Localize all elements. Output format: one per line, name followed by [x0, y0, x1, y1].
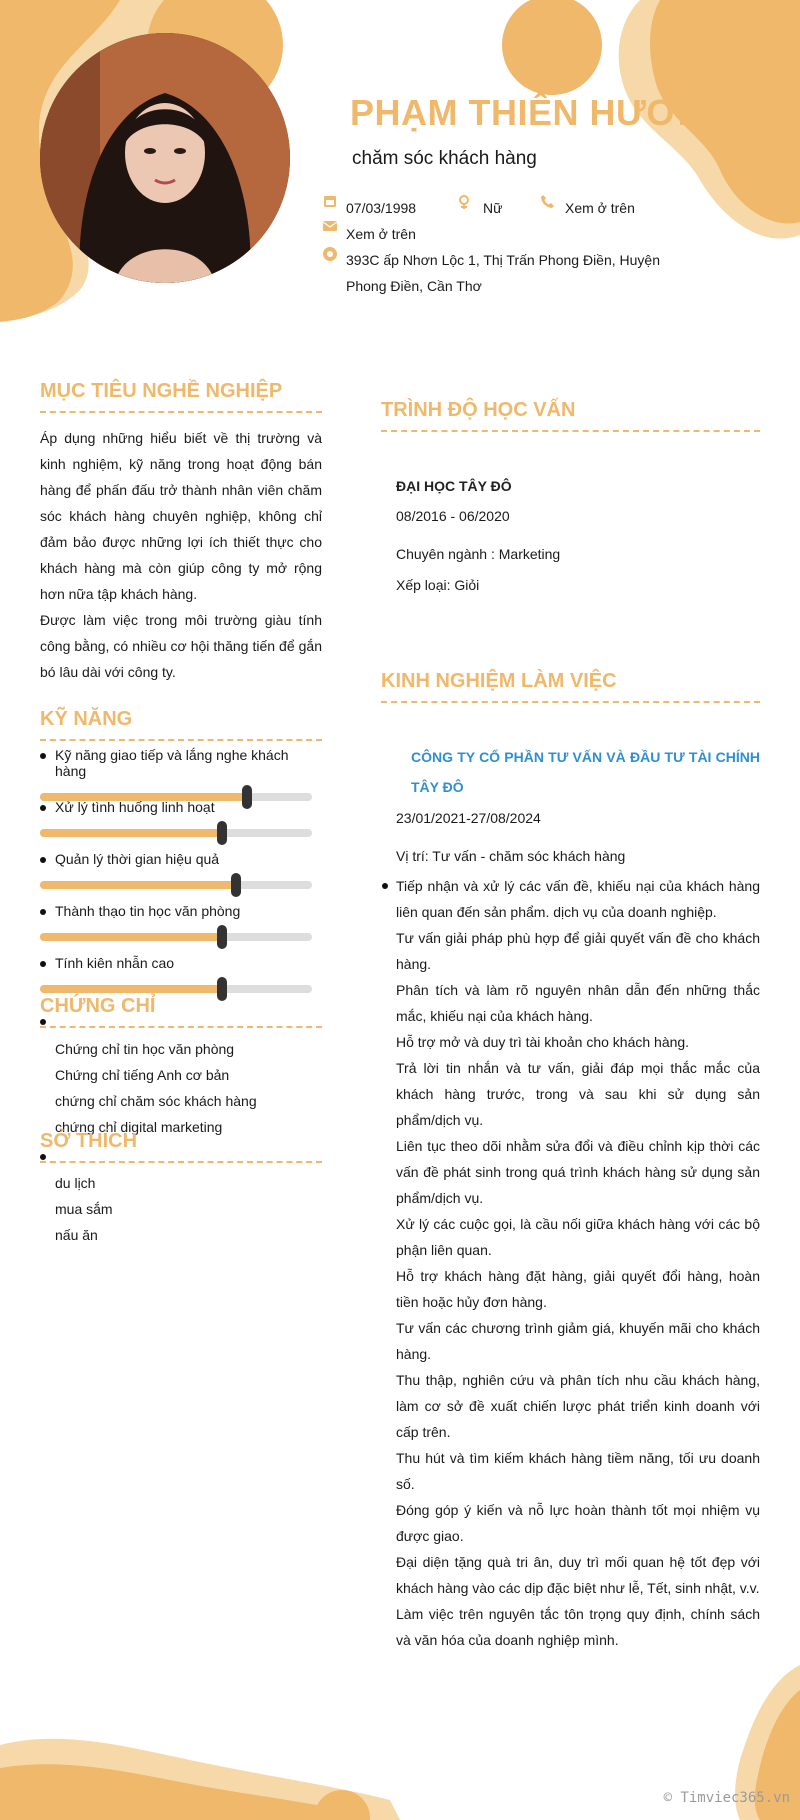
job-title: chăm sóc khách hàng [352, 148, 537, 169]
duty-item: Làm việc trên nguyên tắc tôn trọng quy định, chính sách và văn hóa của doanh nghiệp mình. [396, 1606, 760, 1648]
watermark: © Timviec365.vn [663, 1790, 790, 1806]
skill-bar-knob [231, 873, 241, 897]
skill-item [40, 799, 322, 837]
duty-item: Hỗ trợ khách hàng đặt hàng, giải quyết đổi hàng, hoàn tiền hoặc hủy đơn hàng. [396, 1268, 760, 1310]
skill-bar [40, 829, 312, 837]
education-grade: Xếp loại: Giỏi [396, 577, 480, 593]
work-position: Vị trí: Tư vấn - chăm sóc khách hàng [396, 848, 626, 864]
work-period: 23/01/2021-27/08/2024 [396, 810, 541, 826]
school-name: ĐẠI HỌC TÂY ĐÔ [396, 478, 512, 494]
duty-item: Tiếp nhận và xử lý các vấn đề, khiếu nại của khách hàng liên quan đến sản phẩm. dịch vụ của doanh nghiệp. [396, 878, 760, 920]
address-line-2: Phong Điền, Cần Thơ [346, 278, 482, 294]
certificates-title: CHỨNG CHỈ [40, 995, 322, 1028]
skill-label: Quản lý thời gian hiệu quả [40, 851, 322, 867]
skill-bar-fill [40, 933, 222, 941]
hobbies-title: SỞ THÍCH [40, 1130, 322, 1163]
skill-bar-fill [40, 985, 222, 993]
education-major: Chuyên ngành : Marketing [396, 546, 561, 562]
skill-item [40, 747, 322, 801]
candidate-name: PHẠM THIÊN HƯƠNG [350, 92, 733, 133]
company-name: CÔNG TY CỔ PHẦN TƯ VẤN VÀ ĐẦU TƯ TÀI CHÍNH TÂY ĐÔ [411, 749, 760, 795]
experience-title: KINH NGHIỆM LÀM VIỆC [381, 670, 760, 703]
duty-item: Liên tục theo dõi nhằm sửa đổi và điều chỉnh kịp thời các vấn đề phát sinh trong quá trình khách hàng sử dụng sản phẩm/dịch vụ. [396, 1138, 760, 1206]
address-line-1: 393C ấp Nhơn Lộc 1, Thị Trấn Phong Điền, Huyện [346, 252, 661, 268]
skill-bar [40, 933, 312, 941]
email-icon [323, 220, 337, 232]
duty-item: Tư vấn các chương trình giảm giá, khuyến mãi cho khách hàng. [396, 1320, 760, 1362]
objective-text [40, 425, 322, 685]
duty-item: Trả lời tin nhắn và tư vấn, giải đáp mọi thắc mắc của khách hàng trước, trong và sau khi sử dụng sản phẩm/dịch vụ. [396, 1060, 760, 1128]
birthday-value: 07/03/1998 [346, 200, 417, 216]
duty-item: Phân tích và làm rõ nguyên nhân dẫn đến những thắc mắc, khiếu nại của khách hàng. [396, 982, 760, 1024]
profile-photo [40, 33, 290, 283]
skill-bar-fill [40, 829, 222, 837]
certificate-item: chứng chỉ chăm sóc khách hàng [55, 1093, 257, 1109]
duty-item: Thu hút và tìm kiếm khách hàng tiềm năng, tối ưu doanh số. [396, 1450, 760, 1492]
skill-item [40, 903, 322, 941]
skill-bar [40, 985, 312, 993]
gender-value: Nữ [483, 200, 503, 216]
skill-bar-knob [217, 821, 227, 845]
email-value: Xem ở trên [346, 226, 416, 242]
work-duties [396, 873, 760, 1653]
hobby-item: nấu ăn [55, 1227, 98, 1243]
skill-bar-knob [217, 925, 227, 949]
bullet-dot [40, 1019, 46, 1025]
hobby-item: mua sắm [55, 1201, 113, 1217]
skill-bar [40, 881, 312, 889]
skill-label: Thành thạo tin học văn phòng [40, 903, 322, 919]
certificate-item: Chứng chỉ tiếng Anh cơ bản [55, 1067, 230, 1083]
duty-item: Đại diện tặng quà tri ân, duy trì mối quan hệ tốt đẹp với khách hàng vào các dịp đặc biệt như lễ, Tết, sinh nhật, v.v. [396, 1554, 760, 1596]
objective-title: MỤC TIÊU NGHỀ NGHIỆP [40, 380, 322, 413]
education-title: TRÌNH ĐỘ HỌC VẤN [381, 399, 760, 432]
bullet-dot [40, 1154, 46, 1160]
skill-bar-fill [40, 881, 236, 889]
phone-value: Xem ở trên [565, 200, 635, 216]
duty-item: Thu thập, nghiên cứu và phân tích nhu cầu khách hàng, làm cơ sở đề xuất chiến lược phát triển kinh doanh với cấp trên. [396, 1372, 760, 1440]
phone-icon [540, 194, 555, 209]
certificate-item: chứng chỉ digital marketing [55, 1119, 223, 1135]
duty-item: Hỗ trợ mở và duy trì tài khoản cho khách hàng. [396, 1034, 690, 1050]
objective-paragraph-1: Áp dụng những hiểu biết về thị trường và kinh nghiệm, kỹ năng trong hoạt động bán hàng để phấn đấu trở thành nhân viên chăm sóc khách hàng chuyên nghiệp, không chỉ đảm bảo được những lợi ích thiết thực cho khách hàng mà còn giúp công ty mở rộng hơn nữa tập khách hàng. [40, 430, 322, 602]
bullet-dot [382, 883, 388, 889]
certificate-item: Chứng chỉ tin học văn phòng [55, 1041, 235, 1057]
objective-paragraph-2: Được làm việc trong môi trường giàu tính công bằng, có nhiều cơ hội thăng tiến để gắn bó lâu dài với công ty. [40, 612, 322, 680]
skill-label: Xử lý tình huống linh hoạt [40, 799, 322, 815]
skill-label: Tính kiên nhẫn cao [40, 955, 322, 971]
skill-item [40, 955, 322, 993]
skill-item [40, 851, 322, 889]
education-period: 08/2016 - 06/2020 [396, 508, 510, 524]
skill-label: Kỹ năng giao tiếp và lắng nghe khách hàng [40, 747, 322, 779]
gender-icon [458, 194, 472, 210]
skills-title: KỸ NĂNG [40, 708, 322, 741]
duty-item: Đóng góp ý kiến và nỗ lực hoàn thành tốt mọi nhiệm vụ được giao. [396, 1502, 760, 1544]
duty-item: Tư vấn giải pháp phù hợp để giải quyết vấn đề cho khách hàng. [396, 930, 760, 972]
hobby-item: du lịch [55, 1175, 96, 1191]
location-icon [322, 246, 338, 262]
duty-item: Xử lý các cuộc gọi, là cầu nối giữa khách hàng với các bộ phận liên quan. [396, 1216, 760, 1258]
calendar-icon [323, 194, 337, 208]
